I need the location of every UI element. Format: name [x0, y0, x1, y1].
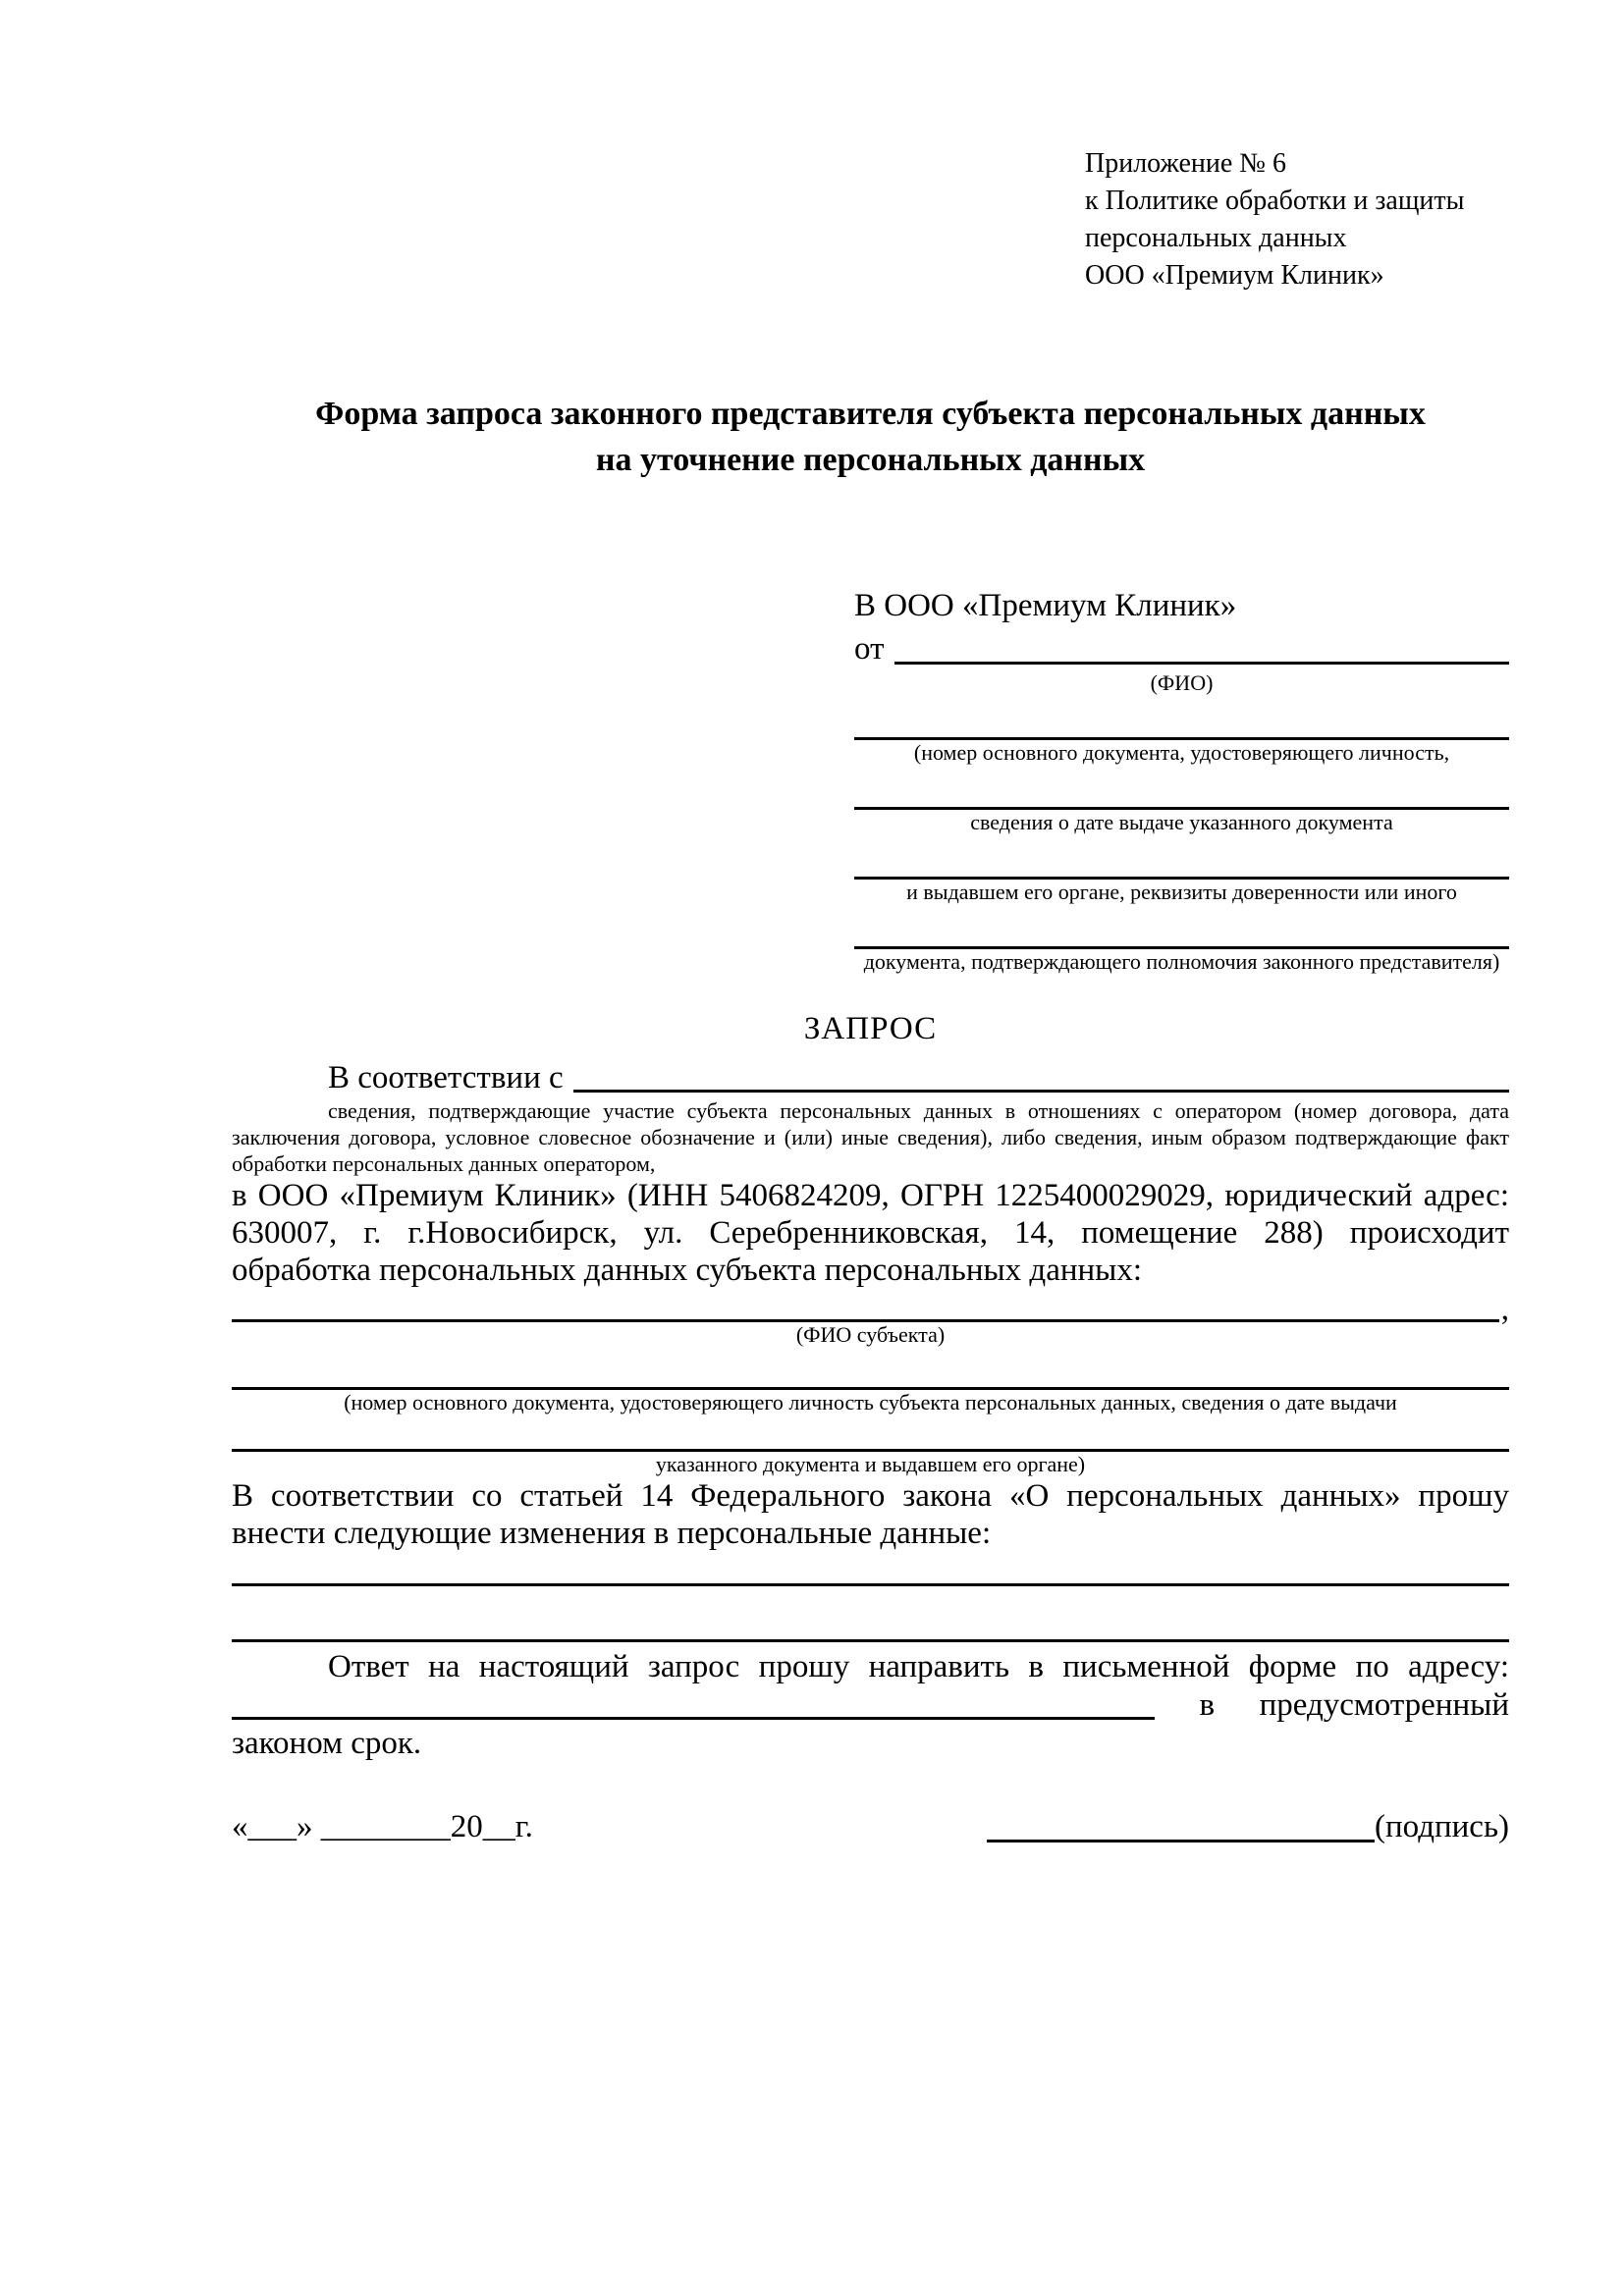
- subject-fio-caption: (ФИО субъекта): [795, 1322, 946, 1347]
- subject-fio-field-line: [232, 1297, 1499, 1322]
- doc-field-line-3: [854, 835, 1509, 880]
- from-label: от: [854, 631, 885, 667]
- request-body: [232, 1058, 1509, 1848]
- statement-line-2: внести следующие изменения в персональные данные:: [232, 1516, 992, 1551]
- doc-field-line-2: [854, 766, 1509, 810]
- answer-word-term: предусмотренный: [1259, 1687, 1509, 1723]
- answer-row: [232, 1685, 1509, 1725]
- paragraph-indent: [232, 1058, 328, 1097]
- doc-field-line-1: [854, 696, 1509, 740]
- operator-paragraph-line-3: обработка персональных данных субъекта персональных данных:: [232, 1253, 1142, 1288]
- fio-caption: (ФИО): [1150, 670, 1214, 695]
- field-caption-4: документа, подтверждающего полномочия законного представителя): [863, 949, 1500, 974]
- statement-line-1: В соответствии со статьей 14 Федерального закона «О персональных данных» прошу: [232, 1478, 1509, 1514]
- appendix-line-1: Приложение № 6: [1085, 148, 1286, 179]
- subject-doc-caption-1: (номер основного документа, удостоверяющего личность субъекта персональных данных, сведения о дате выдачи: [344, 1390, 1397, 1415]
- addressee-org: В ООО «Премиум Клиник»: [854, 588, 1237, 623]
- signature-field-line: [987, 1840, 1375, 1842]
- subject-doc-field-line-1: [232, 1348, 1509, 1390]
- title-line-2: на уточнение персональных данных: [595, 442, 1146, 478]
- intro-field-line: [573, 1058, 1509, 1093]
- intro-row: [232, 1058, 1509, 1097]
- field-caption-3: и выдавшем его органе, реквизиты доверенности или иного: [906, 880, 1457, 904]
- subject-fio-row: [232, 1292, 1509, 1327]
- appendix-block: [1085, 145, 1464, 294]
- signature-block: [987, 1805, 1509, 1848]
- intro-label: В соответствии с: [328, 1060, 564, 1095]
- appendix-line-3: персональных данных: [1085, 223, 1347, 253]
- subject-comma: ,: [1500, 1292, 1509, 1327]
- from-field-line: [894, 627, 1510, 665]
- signature-caption: (подпись): [1375, 1809, 1509, 1844]
- appendix-line-4: ООО «Премиум Клиник»: [1085, 260, 1384, 291]
- title-line-1: Форма запроса законного представителя субъекта персональных данных: [315, 396, 1426, 432]
- field-caption-1: (номер основного документа, удостоверяющего личность,: [913, 740, 1450, 765]
- footer-row: [232, 1805, 1509, 1848]
- document-title: [232, 391, 1509, 483]
- doc-field-line-4: [854, 905, 1509, 949]
- intro-note-line-2: заключения договора, условное словесное обозначение и (или) иные сведения), либо сведения, иным образом подтверждающие факт: [232, 1125, 1509, 1149]
- field-caption-2: сведения о дате выдаче указанного документа: [970, 810, 1393, 834]
- subject-doc-caption-2: указанного документа и выдавшем его органе): [655, 1452, 1086, 1476]
- operator-paragraph-line-2: 630007, г. г.Новосибирск, ул. Серебренниковская, 14, помещение 288) происходит: [232, 1215, 1509, 1251]
- from-row: [854, 627, 1509, 670]
- changes-field-line-1: [232, 1552, 1509, 1586]
- intro-note-line-3: обработки персональных данных оператором,: [232, 1151, 656, 1176]
- answer-word-v: в: [1199, 1687, 1216, 1723]
- appendix-line-2: к Политике обработки и защиты: [1085, 186, 1465, 216]
- request-heading: ЗАПРОС: [803, 1011, 938, 1046]
- addressee-block: [854, 584, 1509, 975]
- answer-closing: законом срок.: [232, 1726, 422, 1761]
- changes-field-line-2: [232, 1586, 1509, 1642]
- date-field: «___» ________20__г.: [232, 1809, 533, 1844]
- subject-doc-field-line-2: [232, 1415, 1509, 1452]
- answer-paragraph-line-1: Ответ на настоящий запрос прошу направить в письменной форме по адресу:: [328, 1649, 1509, 1684]
- operator-paragraph-line-1: в ООО «Премиум Клиник» (ИНН 5406824209, ОГРН 1225400029029, юридический адрес:: [232, 1178, 1509, 1213]
- intro-note-line-1: сведения, подтверждающие участие субъекта персональных данных в отношениях с оператором (номер договора, дата: [328, 1098, 1509, 1123]
- address-field-line: [232, 1685, 1155, 1720]
